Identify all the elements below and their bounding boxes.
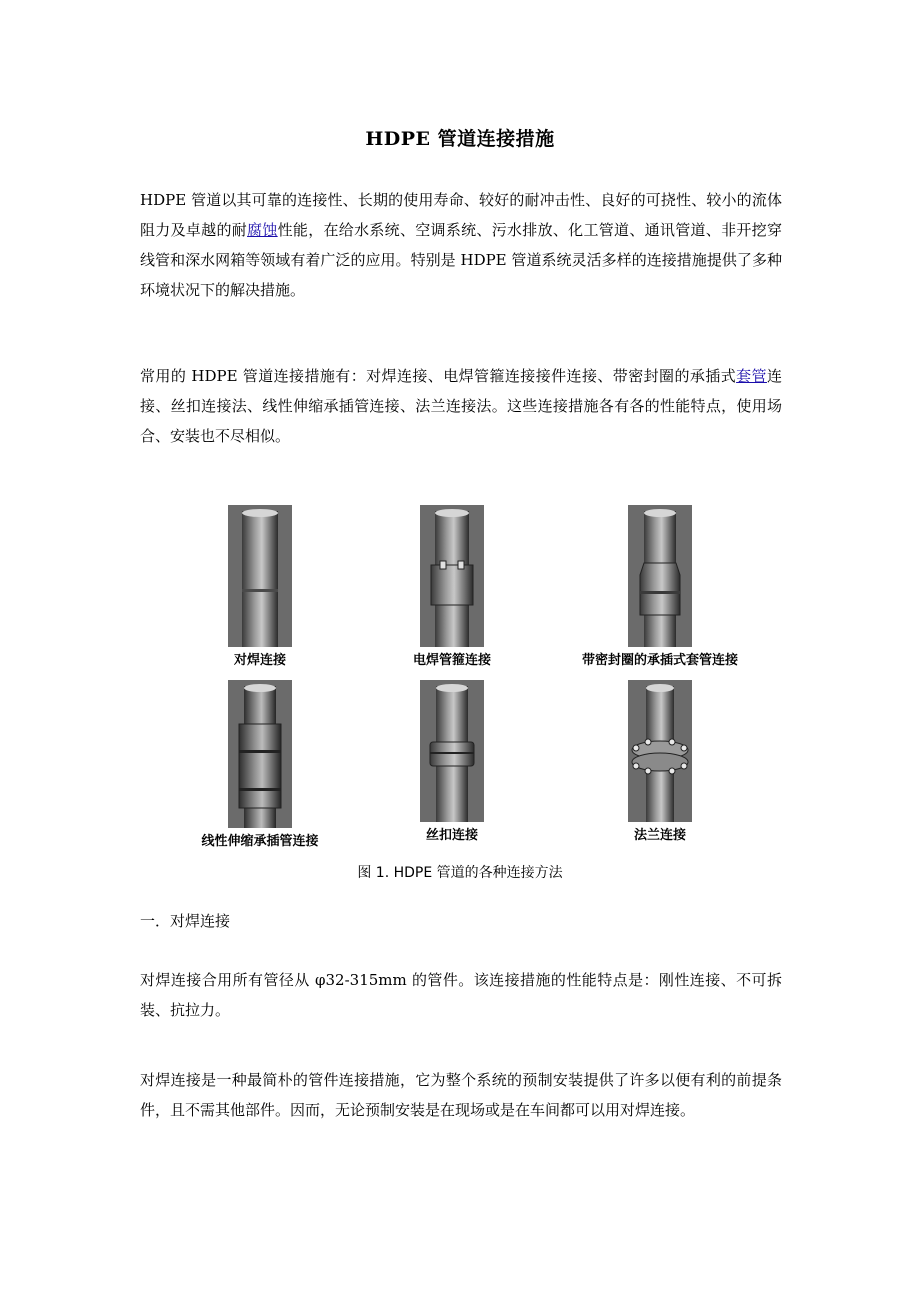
threaded-pipe-image — [420, 680, 484, 822]
methods-text-end: 连接、丝扣连接法、线性伸缩承插管连接、法兰连接法。这些连接措施各有各的性能特点，使用场合、安装也不尽相似。 — [140, 367, 782, 445]
caption-electro: 电焊管箍连接 — [412, 653, 491, 668]
intro-text-end: 性能，在给水系统、空调系统、污水排放、化工管道、通讯管道、非开挖穿线管和深水网箱等领域有着广泛的应用。特别是 HDPE 管道系统灵活多样的连接措施提供了多种环境状况下的解决措施。 — [140, 221, 782, 299]
butt-weld-scope-paragraph: 对焊连接合用所有管径从 φ32-315mm 的管件。该连接措施的性能特点是：刚性连接、不可拆装、抗拉力。 — [140, 971, 782, 1019]
page-title: HDPE 管道连接措施 — [365, 128, 555, 150]
intro-text-start: HDPE 管道以其可靠的连接性、长期的使用寿命、较好的耐冲击性、良好的可挠性、较小的流体阻力及卓越的耐 — [140, 191, 782, 239]
electrofusion-pipe-image — [420, 505, 484, 647]
caption-butt: 对焊连接 — [233, 653, 286, 668]
methods-paragraph — [140, 361, 782, 451]
methods-text-start: 常用的 HDPE 管道连接措施有：对焊连接、电焊管箍连接接件连接、带密封圈的承插式 — [140, 367, 737, 385]
section-heading-butt-weld: 一．对焊连接 — [140, 912, 231, 930]
link-corrosion[interactable]: 腐蚀 — [247, 221, 278, 239]
caption-socket: 带密封圈的承插式套管连接 — [581, 653, 738, 668]
caption-thread: 丝扣连接 — [425, 828, 478, 843]
caption-linear: 线性伸缩承插管连接 — [201, 834, 319, 849]
intro-paragraph — [140, 185, 782, 305]
butt-weld-detail-paragraph: 对焊连接是一种最简朴的管件连接措施，它为整个系统的预制安装提供了许多以便有利的前提条件，且不需其他部件。因而，无论预制安装是在现场或是在车间都可以用对焊连接。 — [140, 1071, 782, 1119]
figure-cell-socket — [560, 505, 760, 668]
linear-expansion-pipe-image — [228, 680, 292, 828]
caption-flange: 法兰连接 — [633, 828, 686, 843]
figure-cell-linear — [160, 680, 360, 849]
figure-cell-flange — [560, 680, 760, 843]
flange-pipe-image — [628, 680, 692, 822]
figure-cell-electro — [352, 505, 552, 668]
figure-caption: 图 1. HDPE 管道的各种连接方法 — [357, 865, 563, 881]
connection-methods-figure — [160, 505, 760, 895]
link-sleeve[interactable]: 套管 — [736, 367, 767, 385]
butt-weld-pipe-image — [228, 505, 292, 647]
figure-cell-thread — [352, 680, 552, 843]
figure-cell-butt — [160, 505, 360, 668]
socket-sleeve-pipe-image — [628, 505, 692, 647]
